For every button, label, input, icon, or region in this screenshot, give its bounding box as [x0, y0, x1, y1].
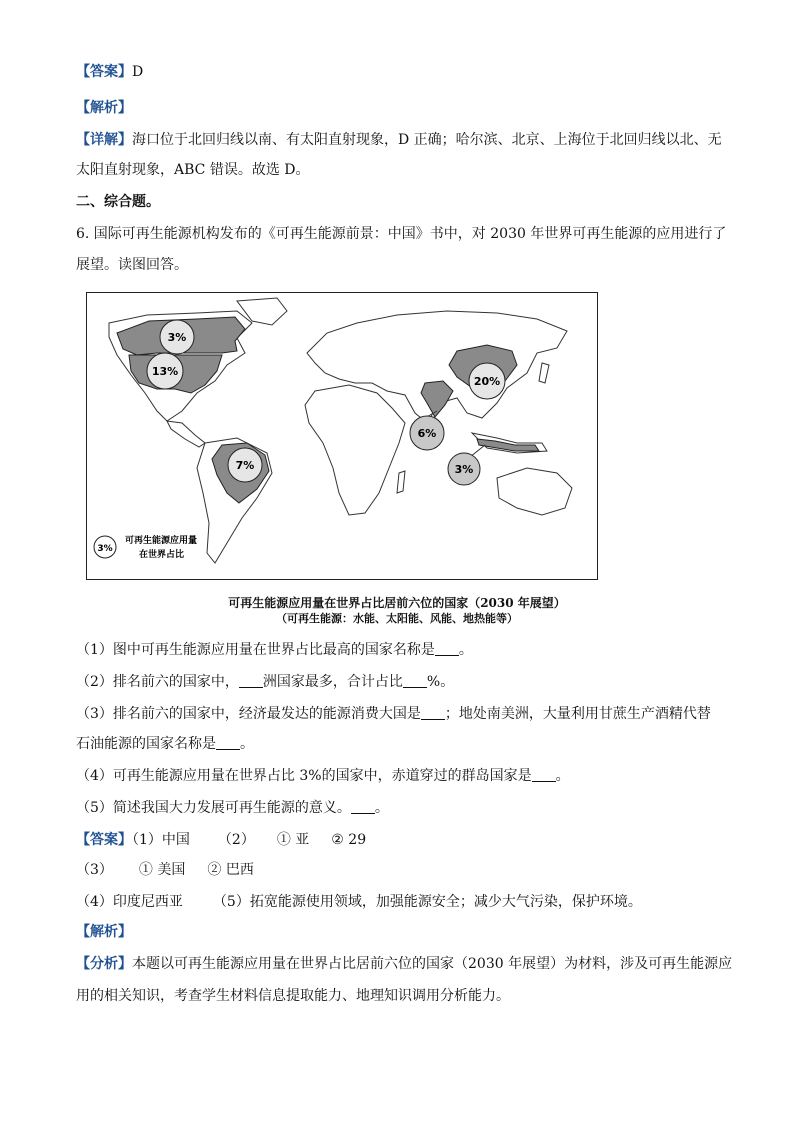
- bubble-brazil: [228, 448, 262, 482]
- sub2-text-a: （2）排名前六的国家中，: [76, 674, 239, 690]
- analysis-line1: [76, 954, 732, 974]
- bubble-label: 3%: [167, 331, 187, 344]
- world-map: [87, 293, 597, 579]
- answer-blank[interactable]: [435, 641, 459, 656]
- q6-stem-line1: 6. 国际可再生能源机构发布的《可再生能源前景：中国》书中，对 2030 年世界可再生能源的应用进行了: [76, 226, 727, 242]
- bubble-usa: [147, 353, 183, 389]
- bubble-label: 20%: [473, 375, 501, 388]
- legend-line2: 在世界占比: [139, 550, 185, 560]
- answer-blank[interactable]: [239, 673, 263, 688]
- bubble-label: 13%: [151, 365, 179, 378]
- answer-blank[interactable]: [403, 673, 427, 688]
- world-map-figure: [86, 292, 598, 580]
- answer-label: 【答案】: [76, 64, 132, 80]
- q6-stem-line2: 展望。读图回答。: [76, 257, 188, 273]
- detail-label: 【详解】: [76, 132, 132, 148]
- bubble-indonesia: [448, 453, 480, 485]
- australia-landmass: [497, 468, 572, 515]
- map-caption-2: （可再生能源：水能、太阳能、风能、地热能等）: [276, 612, 518, 625]
- sub3-text-b: ；地处南美洲，大量利用甘蔗生产酒精代替: [444, 706, 711, 722]
- sub-question-3: [76, 704, 711, 724]
- answer-2-part2: ② 29: [331, 832, 367, 848]
- bubble-label: 3%: [454, 463, 474, 476]
- map-legend: [94, 534, 197, 560]
- q5-answer-line: [76, 62, 143, 82]
- answer-line-2: [76, 860, 254, 880]
- sub3-text-a: （3）排名前六的国家中，经济最发达的能源消费大国是: [76, 706, 421, 722]
- answer-blank[interactable]: [216, 735, 240, 750]
- bubble-label: 7%: [235, 459, 255, 472]
- sub5-text: （5）简述我国大力发展可再生能源的意义。: [76, 800, 351, 816]
- analysis-line2: 用的相关知识，考查学生材料信息提取能力、地理知识调用分析能力。: [76, 988, 510, 1004]
- answer-label: 【答案】: [76, 832, 132, 848]
- africa-landmass: [305, 385, 405, 515]
- q5-detail-line1: [76, 130, 722, 150]
- answer-line-1: [76, 830, 366, 850]
- analysis-label-2: 【解析】: [76, 924, 132, 940]
- analysis-label: 【解析】: [76, 100, 132, 116]
- legend-symbol: 3%: [97, 544, 113, 554]
- central-america-landmass: [167, 421, 205, 447]
- q5-detail-line2: 太阳直射现象，ABC 错误。故选 D。: [76, 162, 310, 178]
- analysis-text-1: 本题以可再生能源应用量在世界占比居前六位的国家（2030 年展望）为材料，涉及可再生能源应: [132, 956, 733, 972]
- sub4-end: 。: [555, 768, 570, 784]
- answer-blank[interactable]: [351, 799, 375, 814]
- sub3-text-d: 。: [240, 736, 254, 752]
- fenxi-label: 【分析】: [76, 956, 132, 972]
- sub-question-4: [76, 766, 570, 786]
- answer-2-num: （2）: [217, 832, 255, 848]
- answer-4: （4）印度尼西亚: [76, 894, 183, 910]
- sub2-text-b: 洲国家最多，合计占比: [262, 674, 403, 690]
- answer-line-3: [76, 892, 642, 912]
- answer-3-num: （3）: [76, 862, 113, 878]
- answer-blank[interactable]: [532, 767, 556, 782]
- bubble-canada: [160, 320, 194, 354]
- sub3-text-c: 石油能源的国家名称是: [76, 736, 216, 752]
- answer-1: （1）中国: [132, 832, 190, 848]
- sub5-end: 。: [374, 800, 389, 816]
- answer-blank[interactable]: [421, 705, 445, 720]
- sub-question-5: [76, 798, 389, 818]
- japan-landmass: [539, 363, 549, 383]
- bubble-label: 6%: [417, 427, 437, 440]
- answer-value: D: [132, 64, 144, 80]
- bubble-china: [469, 363, 505, 399]
- sub1-end: 。: [458, 642, 473, 658]
- answer-5: （5）拓宽能源使用领域，加强能源安全；减少大气污染，保护环境。: [212, 894, 642, 910]
- sub2-text-c: %。: [426, 674, 455, 690]
- detail-text-1: 海口位于北回归线以南、有太阳直射现象，D 正确；哈尔滨、北京、上海位于北回归线以北、无: [132, 132, 722, 148]
- sub-question-1: [76, 640, 473, 660]
- answer-3-part2: ② 巴西: [207, 862, 254, 878]
- map-caption-1: 可再生能源应用量在世界占比居前六位的国家（2030 年展望）: [228, 596, 566, 610]
- bubble-india: [410, 416, 444, 450]
- sub1-text: （1）图中可再生能源应用量在世界占比最高的国家名称是: [76, 642, 435, 658]
- sub4-text: （4）可再生能源应用量在世界占比 3%的国家中，赤道穿过的群岛国家是: [76, 768, 532, 784]
- answer-2-part1: ① 亚: [276, 832, 310, 848]
- madagascar-landmass: [397, 471, 405, 493]
- sub-question-3-line2: [76, 734, 254, 754]
- section-title: 二、综合题。: [76, 194, 160, 210]
- answer-3-part1: ① 美国: [138, 862, 186, 878]
- sub-question-2: [76, 672, 454, 692]
- legend-line1: 可再生能源应用量: [125, 536, 198, 546]
